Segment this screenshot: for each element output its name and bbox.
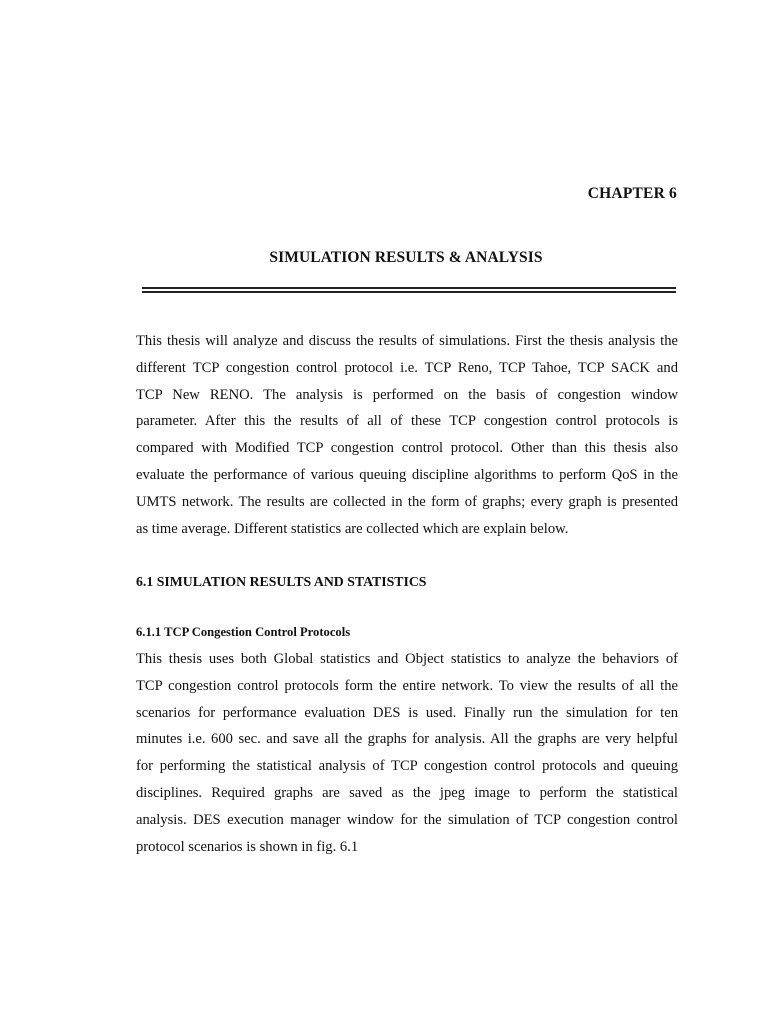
title-rule-bottom (142, 291, 676, 293)
paragraph-line: TCP New RENO. The analysis is performed on the basis of congestion window (136, 386, 678, 403)
chapter-label: CHAPTER 6 (587, 185, 677, 202)
paragraph-line: This thesis uses both Global statistics and Object statistics to analyze the behaviors of (136, 651, 678, 667)
paragraph-line: parameter. After this the results of all of these TCP congestion control protocols is (136, 413, 678, 430)
title-rule-top (142, 287, 676, 289)
paragraph-line: UMTS network. The results are collected in the form of graphs; every graph is presented (136, 493, 678, 510)
intro-paragraph (136, 328, 678, 542)
subsection-heading: 6.1.1 TCP Congestion Control Protocols (136, 625, 351, 639)
paragraph-line: protocol scenarios is shown in fig. 6.1 (136, 838, 359, 855)
paragraph-line: compared with Modified TCP congestion control protocol. Other than this thesis also (136, 440, 678, 457)
paragraph-line: analysis. DES execution manager window for the simulation of TCP congestion control (136, 811, 678, 828)
paragraph-line: minutes i.e. 600 sec. and save all the graphs for analysis. All the graphs are very helpful (136, 731, 678, 748)
paragraph-line: as time average. Different statistics are collected which are explain below. (136, 520, 569, 537)
paragraph-line: evaluate the performance of various queuing discipline algorithms to perform QoS in the (136, 466, 678, 483)
paragraph-line: different TCP congestion control protocol i.e. TCP Reno, TCP Tahoe, TCP SACK and (136, 359, 678, 376)
paragraph-line: disciplines. Required graphs are saved as the jpeg image to perform the statistical (136, 784, 678, 801)
paragraph-line: scenarios for performance evaluation DES is used. Finally run the simulation for ten (136, 704, 678, 721)
chapter-title: SIMULATION RESULTS & ANALYSIS (269, 249, 543, 266)
paragraph-line: TCP congestion control protocols form the entire network. To view the results of all the (136, 677, 678, 694)
paragraph-line: This thesis will analyze and discuss the results of simulations. First the thesis analysis the (136, 333, 678, 349)
section-paragraph (136, 646, 678, 860)
section-heading: 6.1 SIMULATION RESULTS AND STATISTICS (136, 574, 427, 589)
paragraph-line: for performing the statistical analysis of TCP congestion control protocols and queuing (136, 758, 678, 775)
